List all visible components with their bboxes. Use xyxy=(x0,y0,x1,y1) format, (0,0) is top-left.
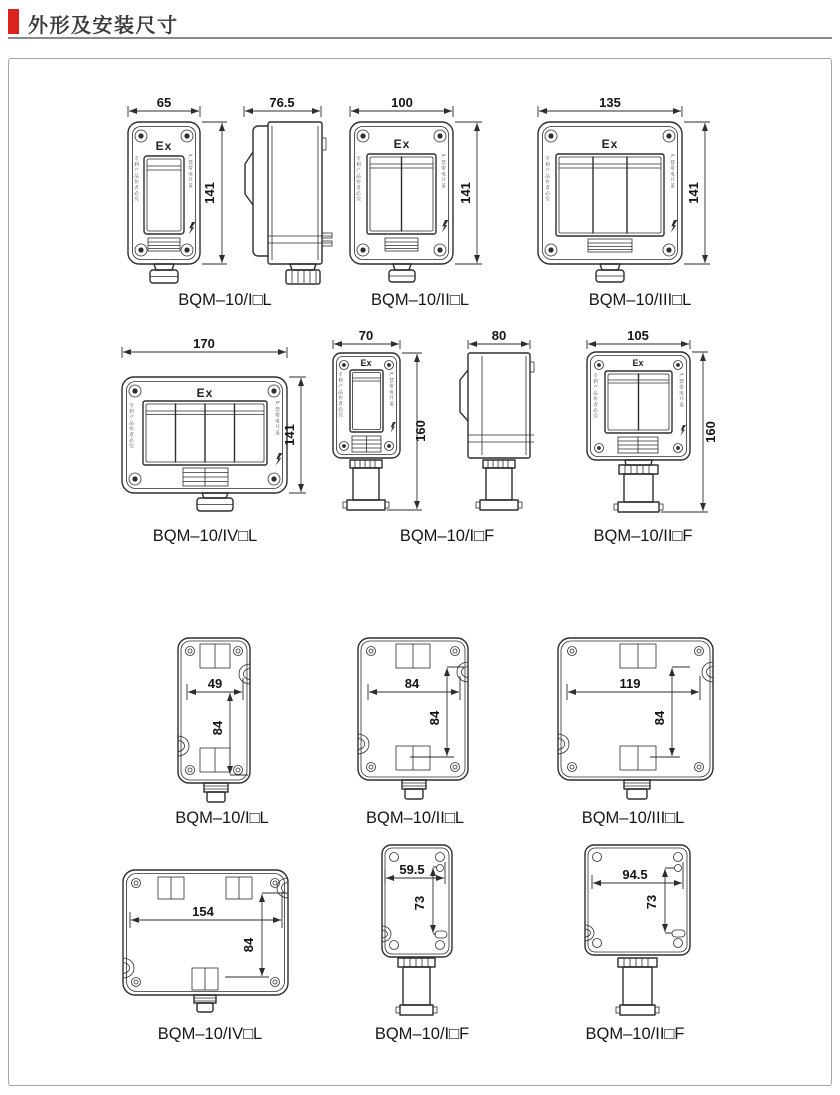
mount-hole-top-right xyxy=(437,865,444,872)
mount-height-value: 73 xyxy=(412,895,427,911)
mount-hole-top-right xyxy=(675,865,682,872)
ex-mark: Ex xyxy=(393,137,411,151)
ex-mark: Ex xyxy=(196,386,214,400)
dim-height-value: 160 xyxy=(703,421,718,443)
lightning-icon xyxy=(671,220,678,233)
figure-label: BQM–10/II□L xyxy=(365,809,464,827)
cable-gland xyxy=(194,995,216,1012)
mount-width-value: 154 xyxy=(192,904,214,919)
mount-width-value: 94.5 xyxy=(622,867,648,882)
ex-mark: Ex xyxy=(360,358,372,368)
section-header xyxy=(8,8,832,39)
enclosure-rear xyxy=(558,638,713,799)
drawing-rear-2gang-floor xyxy=(575,840,720,1030)
rocker-switch xyxy=(350,370,383,432)
enclosure-front xyxy=(350,122,453,282)
mount-width-value: 49 xyxy=(207,676,223,691)
figure-label: BQM–10/III□L xyxy=(581,809,685,827)
drawing-rear-1gang-wall xyxy=(170,630,290,815)
nameplate xyxy=(148,238,180,251)
mount-width-value: 119 xyxy=(619,676,641,691)
mounting-slot-right xyxy=(672,930,685,937)
lightning-icon xyxy=(680,425,686,436)
drawing-front-2gang-floor xyxy=(575,330,730,545)
mount-height-dimension xyxy=(665,868,675,933)
enclosure-rear xyxy=(358,638,468,799)
cable-gland xyxy=(402,780,426,799)
rocker-switches xyxy=(143,401,267,465)
dim-height-value: 141 xyxy=(282,424,297,446)
lightning-icon xyxy=(276,453,283,466)
height-dimension xyxy=(661,352,708,512)
enclosure-rear xyxy=(178,638,250,802)
right-strip-text: 严禁带电开盖 xyxy=(389,372,395,407)
mounting-slot-left xyxy=(123,958,134,978)
lightning-icon xyxy=(390,422,396,433)
cable-gland xyxy=(204,783,228,802)
right-strip-text: 严禁带电开盖 xyxy=(679,373,685,408)
switch-lever xyxy=(245,152,253,205)
left-strip-text: 专利产品仿者必究 xyxy=(356,156,362,203)
enclosure-front xyxy=(587,352,690,512)
enclosure-front xyxy=(538,122,682,282)
left-strip-text: 专利产品仿者必究 xyxy=(129,403,135,450)
cable-gland xyxy=(150,264,178,283)
mount-height-dimension xyxy=(433,867,437,934)
right-strip-text: 严禁带电开盖 xyxy=(670,154,676,189)
figure-label: BQM–10/II□L xyxy=(370,291,469,309)
terminal-blocks xyxy=(158,877,252,990)
nameplate xyxy=(183,468,228,486)
figure-label: BQM–10/I□L xyxy=(175,809,269,827)
dim-height-value: 141 xyxy=(686,182,701,204)
drawing-rear-4gang-wall xyxy=(105,850,305,1025)
rocker-switches xyxy=(556,154,664,236)
drawing-front-1gang-floor xyxy=(325,330,555,545)
mount-height-value: 73 xyxy=(644,894,659,910)
figure-label: BQM–10/I□F xyxy=(374,1025,470,1043)
pedestal xyxy=(476,460,522,510)
mounting-slot-right xyxy=(435,931,447,938)
mounting-slot-left xyxy=(178,736,189,756)
figure-label: BQM–10/II□F xyxy=(585,1025,685,1043)
dim-side-width-value: 80 xyxy=(491,328,507,343)
enclosure-front xyxy=(128,122,200,283)
right-strip-text: 严禁带电开盖 xyxy=(441,154,447,189)
dim-width-value: 170 xyxy=(193,336,215,351)
mounting-slot-right xyxy=(702,662,713,682)
mounting-slot-left xyxy=(382,926,391,942)
mount-height-value: 84 xyxy=(427,710,442,726)
mount-height-dimension xyxy=(230,693,248,775)
mount-height-dimension xyxy=(225,893,285,977)
pedestal xyxy=(616,958,659,1015)
drawing-rear-3gang-wall xyxy=(550,630,725,815)
cable-gland xyxy=(624,780,650,799)
mount-height-value: 84 xyxy=(241,937,256,953)
dim-width-value: 105 xyxy=(627,328,649,343)
figure-label: BQM–10/I□F xyxy=(399,527,495,545)
dim-height-value: 141 xyxy=(202,182,217,204)
pedestal xyxy=(614,460,663,512)
right-strip-text: 严禁带电开盖 xyxy=(275,401,281,436)
ex-mark: Ex xyxy=(155,139,173,153)
left-strip-text: 专利产品仿者必究 xyxy=(593,373,599,420)
dim-width-value: 100 xyxy=(391,95,413,110)
right-strip-text: 严禁带电开盖 xyxy=(188,154,194,189)
cable-gland xyxy=(197,493,233,511)
enclosure-rear xyxy=(123,870,288,1012)
drawing-front-2gang-wall xyxy=(345,96,510,296)
pedestal xyxy=(343,460,389,510)
corner-holes xyxy=(132,879,280,987)
drawing-rear-2gang-wall xyxy=(350,630,480,815)
rocker-switches xyxy=(367,154,436,234)
rocker-switch xyxy=(144,156,184,234)
dim-width-value: 65 xyxy=(156,95,172,110)
figure-label: BQM–10/II□F xyxy=(593,527,693,545)
drawing-front-3gang-wall xyxy=(530,96,750,296)
dim-width-value: 135 xyxy=(599,95,621,110)
dim-side-width-value: 76.5 xyxy=(269,95,295,110)
lightning-icon xyxy=(189,222,196,235)
figure-label: BQM–10/IV□L xyxy=(157,1025,263,1043)
mounting-slot-left xyxy=(358,734,369,754)
mounting-slot-left xyxy=(558,734,569,754)
enclosure-side xyxy=(460,353,534,510)
drawing-front-1gang-wall xyxy=(88,96,238,296)
mount-width-value: 59.5 xyxy=(399,862,425,877)
mount-height-value: 84 xyxy=(210,720,225,736)
dim-height-value: 141 xyxy=(458,182,473,204)
ex-mark: Ex xyxy=(632,358,644,368)
dim-height-value: 160 xyxy=(413,420,428,442)
cable-gland xyxy=(389,264,415,282)
mounting-slot-right xyxy=(457,662,468,682)
mounting-slot-right xyxy=(239,664,250,684)
cable-gland xyxy=(286,264,320,284)
figure-label: BQM–10/I□L xyxy=(178,291,272,309)
mount-width-value: 84 xyxy=(404,676,420,691)
pedestal xyxy=(396,958,437,1015)
mounting-slot-left xyxy=(585,925,594,941)
left-strip-text: 专利产品仿者必究 xyxy=(338,372,344,419)
figure-label: BQM–10/IV□L xyxy=(152,527,258,545)
enclosure-front xyxy=(333,353,400,510)
cable-gland xyxy=(596,264,624,282)
nameplate xyxy=(385,238,418,251)
terminal-blocks xyxy=(396,644,430,770)
page-title: 外形及安装尺寸 xyxy=(28,15,179,37)
corner-holes xyxy=(568,647,704,772)
nameplate xyxy=(618,437,658,453)
terminal-blocks xyxy=(620,644,656,770)
drawing-rear-1gang-floor xyxy=(370,840,480,1030)
lightning-icon xyxy=(442,220,449,233)
drawing-side-wall xyxy=(228,96,343,296)
enclosure-front xyxy=(122,377,287,511)
mount-height-value: 84 xyxy=(652,710,667,726)
terminal-blocks xyxy=(200,644,230,772)
left-strip-text: 专利产品仿者必究 xyxy=(545,156,551,203)
ex-mark: Ex xyxy=(601,137,619,151)
rocker-switches xyxy=(605,371,672,433)
figure-label: BQM–10/III□L xyxy=(588,291,692,309)
dim-width-value: 70 xyxy=(358,328,374,343)
nameplate xyxy=(588,239,632,252)
switch-lever xyxy=(460,370,468,421)
nameplate xyxy=(352,436,381,452)
enclosure-side xyxy=(245,122,332,284)
red-accent-bar xyxy=(8,9,19,34)
left-strip-text: 专利产品仿者必究 xyxy=(134,156,140,203)
corner-holes xyxy=(186,647,243,775)
